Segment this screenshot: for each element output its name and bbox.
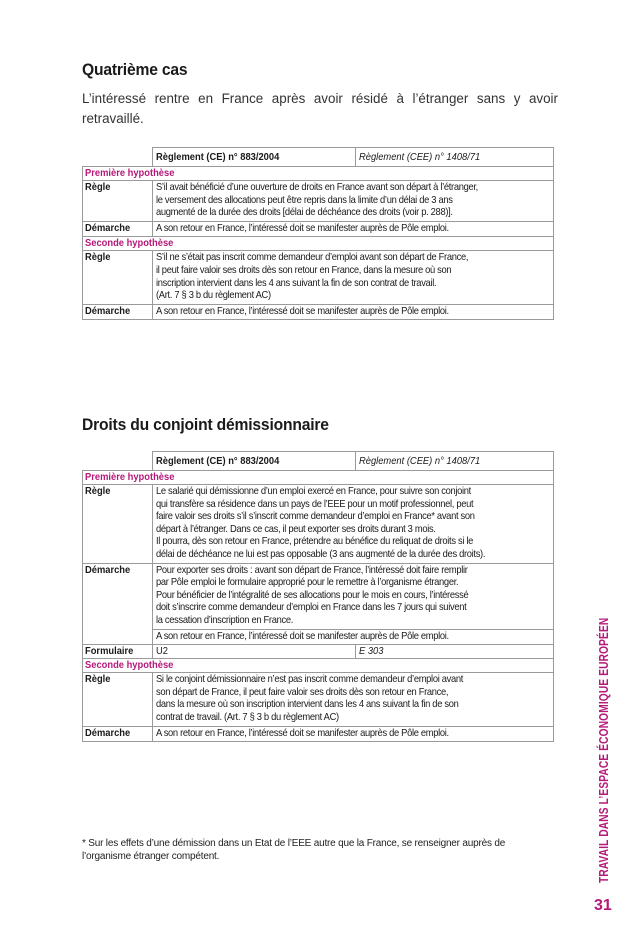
table-header-row xyxy=(83,148,554,167)
hypothesis-label: Seconde hypothèse xyxy=(83,659,554,673)
header-ce-cell: Règlement (CE) n° 883/2004 xyxy=(153,148,356,167)
footnote-line: l’organisme étranger compétent. xyxy=(82,851,220,862)
hypothesis-row xyxy=(83,167,554,181)
section-title-quatrieme-cas: Quatrième cas xyxy=(82,60,188,79)
header-ce-cell: Règlement (CE) n° 883/2004 xyxy=(153,452,356,471)
row-label-demarche: Démarche xyxy=(83,304,153,320)
table-row xyxy=(83,221,554,237)
section-title-conjoint: Droits du conjoint démissionnaire xyxy=(82,415,329,434)
regulation-table-2 xyxy=(82,451,554,742)
demarche-text: A son retour en France, l’intéressé doit se manifester auprès de Pôle emploi. xyxy=(153,304,554,320)
regle-text: Le salarié qui démissionne d’un emploi exercé en France, pour suivre son conjoint qui transfère sa résidence dans un pays de l’EEE pour un motif professionnel, peut faire valoir ses droits s’il s’inscrit comme demandeur d’emploi en France* avant son départ à l’étranger. Dans ce cas, il peut exporter ses droits durant 3 mois. Il pourra, dès son retour en France, prétendre au bénéfice du reliquat de droits si le délai de déchéance ne lui est pas opposable (3 ans augmenté de la durée des droits). xyxy=(153,485,554,564)
hypothesis-label: Seconde hypothèse xyxy=(83,237,554,251)
demarche-text: Pour exporter ses droits : avant son départ de France, l’intéressé doit faire remplir par Pôle emploi le formulaire approprié pour le remettre à l’organisme étranger. Pour bénéficier de l’intégralité de ses allocations pour le mois en cours, l’intéressé doit s’inscrire comme demandeur d’emploi en France dans les 7 jours qui suivent la cessation d’inscription en France. xyxy=(153,563,554,629)
row-label-demarche: Démarche xyxy=(83,563,153,645)
hypothesis-row xyxy=(83,659,554,673)
formulaire-ce-value: U2 xyxy=(153,645,356,659)
header-cee-cell: Règlement (CEE) n° 1408/71 xyxy=(356,452,554,471)
table-row xyxy=(83,563,554,629)
regle-text: Si le conjoint démissionnaire n’est pas inscrit comme demandeur d’emploi avant son départ de France, il peut faire valoir ses droits dès son retour en France, dans la mesure où son inscription intervient dans les 4 ans suivant la fin de son contrat de travail. (Art. 7 § 3 b du règlement AC) xyxy=(153,673,554,726)
demarche-text: A son retour en France, l’intéressé doit se manifester auprès de Pôle emploi. xyxy=(153,221,554,237)
demarche-text: A son retour en France, l’intéressé doit se manifester auprès de Pôle emploi. xyxy=(153,629,554,645)
header-cee-cell: Règlement (CEE) n° 1408/71 xyxy=(356,148,554,167)
regle-text: S’il ne s’était pas inscrit comme demandeur d’emploi avant son départ de France, il peut faire valoir ses droits dès son retour en France, dans la mesure où son inscription intervient dans les 4 ans suivant la fin de son contrat de travail. (Art. 7 § 3 b du règlement AC) xyxy=(153,251,554,304)
regulation-table-1 xyxy=(82,147,554,320)
hypothesis-row xyxy=(83,471,554,485)
table-row xyxy=(83,673,554,726)
table-row xyxy=(83,485,554,564)
table-row xyxy=(83,304,554,320)
table-row xyxy=(83,181,554,222)
side-chapter-title: TRAVAIL DANS L’ESPACE ÉCONOMIQUE EUROPÉEN xyxy=(596,617,611,883)
section-intro: L’intéressé rentre en France après avoir résidé à l’étranger sans y avoir retravaillé. xyxy=(82,91,558,126)
demarche-text: A son retour en France, l’intéressé doit se manifester auprès de Pôle emploi. xyxy=(153,726,554,742)
hypothesis-label: Première hypothèse xyxy=(83,471,554,485)
table-row xyxy=(83,629,554,645)
header-blank-cell xyxy=(83,452,153,471)
regle-text: S’il avait bénéficié d’une ouverture de droits en France avant son départ à l’étranger, le versement des allocations peut être repris dans la limite d’un délai de 3 ans augmenté de la durée des droits [délai de déchéance des droits (voir p. 288)]. xyxy=(153,181,554,222)
table-row xyxy=(83,726,554,742)
page-number: 31 xyxy=(594,897,612,914)
row-label-regle: Règle xyxy=(83,251,153,304)
row-label-regle: Règle xyxy=(83,181,153,222)
row-label-regle: Règle xyxy=(83,485,153,564)
table-header-row xyxy=(83,452,554,471)
footnote xyxy=(82,837,554,863)
footnote-line: * Sur les effets d’une démission dans un Etat de l’EEE autre que la France, se renseigner auprès de xyxy=(82,838,506,849)
table-row xyxy=(83,251,554,304)
header-blank-cell xyxy=(83,148,153,167)
row-label-demarche: Démarche xyxy=(83,726,153,742)
row-label-regle: Règle xyxy=(83,673,153,726)
formulaire-cee-value: E 303 xyxy=(356,645,554,659)
row-label-demarche: Démarche xyxy=(83,221,153,237)
table-row xyxy=(83,645,554,659)
row-label-formulaire: Formulaire xyxy=(83,645,153,659)
hypothesis-row xyxy=(83,237,554,251)
hypothesis-label: Première hypothèse xyxy=(83,167,554,181)
